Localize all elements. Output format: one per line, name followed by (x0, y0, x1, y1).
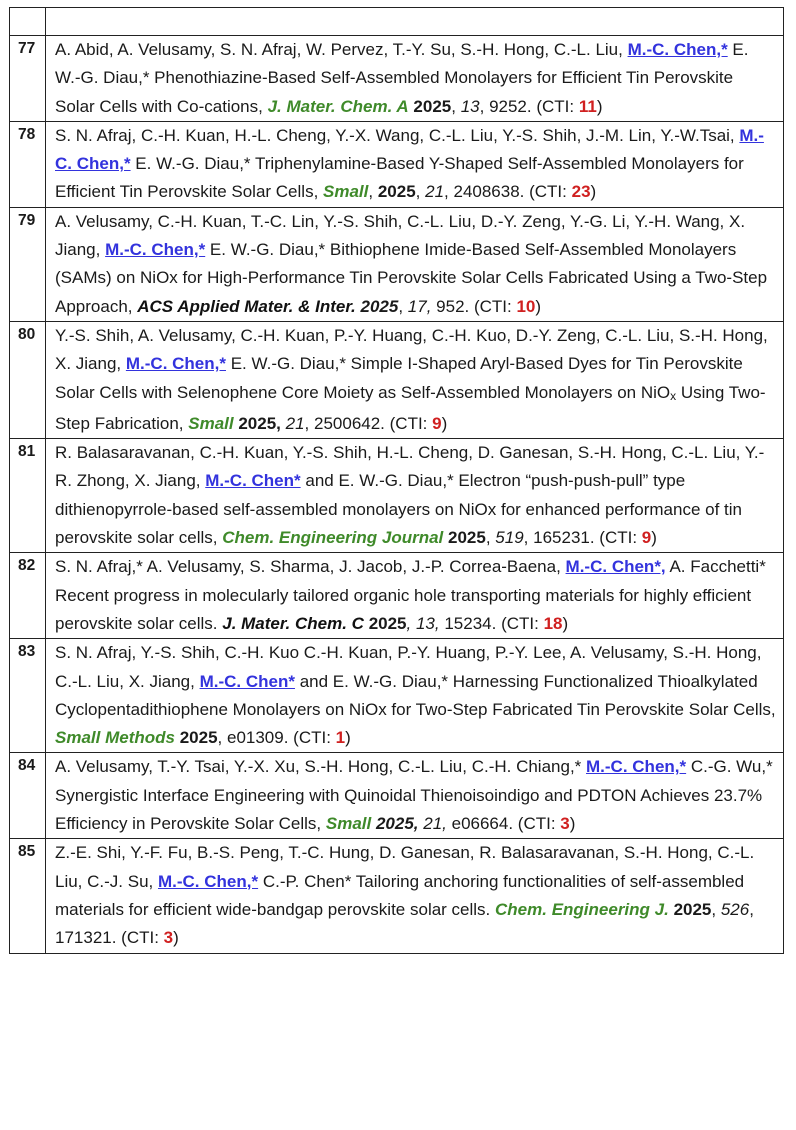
title: C.-P. Chen* Tailoring anchoring functionalities of self-assembled materials for efficient wide-bandgap perovskite solar cells. (55, 871, 745, 919)
entry-citation: Y.-S. Shih, A. Velusamy, C.-H. Kuan, P.-Y. Huang, C.-H. Kuo, D.-Y. Zeng, C.-L. Liu, S.-H. Hong, X. Jiang, M.-C. Chen,* E. W.-G. Diau,* Simple I-Shaped Aryl-Based Dyes for Tin Perovskite Solar Cells with Selenophene Core Moiety as Self-Assembled Monolayers on NiOx Using Two-Step Fabrication, Small 2025, 21, 2500642. (CTI: 9) (46, 321, 784, 438)
table-row (10, 753, 784, 839)
title: C.-G. Wu,* Synergistic Interface Engineering with Quinoidal Thienoisoindigo and PDTON Achieves 23.7% Efficiency in Perovskite Solar Cells, (55, 757, 773, 834)
close-paren: ) (569, 814, 576, 834)
table-row (10, 839, 784, 953)
authors: Y.-S. Shih, A. Velusamy, C.-H. Kuan, P.-Y. Huang, C.-H. Kuo, D.-Y. Zeng, C.-L. Liu, S.-H. Hong, X. Jiang, (55, 325, 768, 374)
entry-citation: R. Balasaravanan, C.-H. Kuan, Y.-S. Shih, H.-L. Cheng, D. Ganesan, S.-H. Hong, C.-L. Liu, Y.-R. Zhong, X. Jiang, M.-C. Chen* and E. W.-G. Diau,* Electron “push-push-pull” type dithienopyrrole-based self-assembled monolayers on NiOx for enhanced performance of tin perovskite solar cells, Chem. Engineering Journal 2025, 519, 165231. (CTI: 9) (46, 439, 784, 553)
volume: 21 (425, 182, 445, 202)
title: E. W.-G. Diau,* Bithiophene Imide-Based Self-Assembled Monolayers (SAMs) on NiOx for High-Performance Tin Perovskite Solar Cells Fabricated Using a Two-Step Approach, (55, 240, 768, 316)
author-link[interactable]: M.-C. Chen,* (125, 354, 226, 374)
year: 2025 (179, 728, 218, 748)
author-link[interactable]: M.-C. Chen,* (105, 240, 206, 260)
pages: 171321. (CTI: (55, 928, 164, 948)
cti-value: 3 (560, 814, 570, 834)
close-paren: ) (535, 296, 542, 316)
authors: R. Balasaravanan, C.-H. Kuan, Y.-S. Shih, H.-L. Cheng, D. Ganesan, S.-H. Hong, C.-L. Liu, Y.-R. Zhong, X. Jiang, (55, 443, 765, 491)
year: 2025, (238, 413, 281, 433)
cti-value: 10 (516, 296, 536, 316)
pages: 9252. (CTI: (489, 96, 579, 116)
title: E. W.-G. Diau,* Phenothiazine-Based Self-Assembled Monolayers for Efficient Tin Perovskite Solar Cells with Co-cations, (55, 40, 749, 116)
close-paren: ) (345, 728, 351, 748)
year: 2025, (375, 814, 419, 834)
author-link[interactable]: M.-C. Chen*, (565, 557, 666, 577)
entry-citation: S. N. Afraj,* A. Velusamy, S. Sharma, J. Jacob, J.-P. Correa-Baena, M.-C. Chen*, A. Facchetti* Recent progress in molecularly tailored organic hole transporting materials for highly efficient perovskite solar cells. J. Mater. Chem. C 2025, 13, 15234. (CTI: 18) (46, 553, 784, 639)
entry-citation: S. N. Afraj, C.-H. Kuan, H.-L. Cheng, Y.-X. Wang, C.-L. Liu, Y.-S. Shih, J.-M. Lin, Y.-W.Tsai, M.-C. Chen,* E. W.-G. Diau,* Triphenylamine-Based Y-Shaped Self-Assembled Monolayers for Efficient Tin Perovskite Solar Cells, Small, 2025, 21, 2408638. (CTI: 23) (46, 121, 784, 207)
author-link[interactable]: M.-C. Chen,* (55, 125, 764, 174)
title: E. W.-G. Diau,* Simple I-Shaped Aryl-Based Dyes for Tin Perovskite Solar Cells with Selenophene Core Moiety as Self-Assembled Monolayers on NiO (55, 354, 743, 402)
entry-number: 81 (10, 439, 46, 553)
journal-name: Small (323, 182, 369, 202)
cti-value: 1 (335, 728, 346, 748)
close-paren: ) (596, 96, 603, 116)
cti-value: 9 (641, 528, 652, 548)
author-link[interactable]: M.-C. Chen,* (627, 40, 728, 59)
volume: 526 (720, 899, 750, 919)
journal-name: Small (188, 413, 234, 433)
entry-number: 78 (10, 121, 46, 207)
entry-number: 83 (10, 639, 46, 753)
volume: 21 (285, 413, 305, 433)
journal-name: Small (325, 814, 372, 834)
title: and E. W.-G. Diau,* Harnessing Functionalized Thioalkylated Cyclopentadithiophene Monolayers on NiOx for Two-Step Fabricated Tin Perovskite Solar Cells, (55, 671, 776, 719)
title: and E. W.-G. Diau,* Electron “push-push-pull” type dithienopyrrole-based self-assembled monolayers on NiOx for enhanced performance of tin perovskite solar cells, (55, 471, 742, 548)
pages: 2500642. (CTI: (314, 413, 433, 433)
entry-citation: A. Velusamy, C.-H. Kuan, T.-C. Lin, Y.-S. Shih, C.-L. Liu, D.-Y. Zeng, Y.-G. Li, Y.-H. Wang, X. Jiang, M.-C. Chen,* E. W.-G. Diau,* Bithiophene Imide-Based Self-Assembled Monolayers (SAMs) on NiOx for High-Performance Tin Perovskite Solar Cells Fabricated Using a Two-Step Approach, ACS Applied Mater. & Inter. 2025, 17, 952. (CTI: 10) (46, 207, 784, 321)
author-link[interactable]: M.-C. Chen* (199, 671, 295, 691)
entry-number: 79 (10, 207, 46, 321)
pages: e01309. (CTI: (226, 728, 336, 748)
table-row (10, 439, 784, 553)
cti-value: 18 (543, 613, 563, 633)
pages: e06664. (CTI: (451, 814, 561, 834)
cti-value: 11 (578, 96, 597, 116)
authors: A. Abid, A. Velusamy, S. N. Afraj, W. Pervez, T.-Y. Su, S.-H. Hong, C.-L. Liu, (55, 40, 628, 59)
year: 2025 (673, 899, 712, 919)
journal-name: Small Methods (55, 728, 175, 748)
authors: S. N. Afraj, C.-H. Kuan, H.-L. Cheng, Y.-X. Wang, C.-L. Liu, Y.-S. Shih, J.-M. Lin, Y.-W.Tsai, (55, 125, 740, 145)
volume: 13, (415, 613, 440, 633)
pages: 15234. (CTI: (444, 613, 544, 633)
authors: A. Velusamy, C.-H. Kuan, T.-C. Lin, Y.-S. Shih, C.-L. Liu, D.-Y. Zeng, Y.-G. Li, Y.-H. Wang, X. Jiang, (55, 211, 746, 260)
authors: Z.-E. Shi, Y.-F. Fu, B.-S. Peng, T.-C. Hung, D. Ganesan, R. Balasaravanan, S.-H. Hong, C.-L. Liu, C.-J. Su, (55, 843, 755, 891)
year: 2025 (368, 613, 407, 633)
volume: 21, (423, 814, 447, 834)
close-paren: ) (590, 182, 597, 202)
cti-value: 23 (571, 182, 591, 202)
header-cell-text (46, 8, 784, 36)
title: A. Facchetti* Recent progress in molecularly tailored organic hole transporting materials for highly efficient perovskite solar cells. (55, 557, 766, 633)
authors: A. Velusamy, T.-Y. Tsai, Y.-X. Xu, S.-H. Hong, C.-L. Liu, C.-H. Chiang,* (55, 757, 587, 777)
entry-number: 85 (10, 839, 46, 953)
year: 2025 (360, 296, 399, 316)
entry-citation: S. N. Afraj, Y.-S. Shih, C.-H. Kuo C.-H. Kuan, P.-Y. Huang, P.-Y. Lee, A. Velusamy, S.-H. Hong, C.-L. Liu, X. Jiang, M.-C. Chen* and E. W.-G. Diau,* Harnessing Functionalized Thioalkylated Cyclopentadithiophene Monolayers on NiOx for Two-Step Fabricated Tin Perovskite Solar Cells, Small Methods 2025, e01309. (CTI: 1) (46, 639, 784, 753)
year: 2025 (377, 182, 416, 202)
entry-number: 77 (10, 36, 46, 122)
table-row (10, 321, 784, 438)
entry-number: 82 (10, 553, 46, 639)
year: 2025 (448, 528, 486, 548)
journal-name: Chem. Engineering J. (495, 899, 669, 919)
volume: 519 (495, 528, 524, 548)
cti-value: 9 (432, 413, 442, 433)
close-paren: ) (562, 613, 569, 633)
close-paren: ) (173, 928, 179, 948)
cti-value: 3 (163, 928, 174, 948)
author-link[interactable]: M.-C. Chen* (205, 471, 301, 491)
journal-name: Chem. Engineering Journal (222, 528, 444, 548)
title-cont: Using Two-Step Fabrication, (55, 382, 766, 433)
entry-number: 80 (10, 321, 46, 438)
journal-name: J. Mater. Chem. C (222, 613, 364, 633)
table-row (10, 121, 784, 207)
entry-citation: Z.-E. Shi, Y.-F. Fu, B.-S. Peng, T.-C. Hung, D. Ganesan, R. Balasaravanan, S.-H. Hong, C.-L. Liu, C.-J. Su, M.-C. Chen,* C.-P. Chen* Tailoring anchoring functionalities of self-assembled materials for efficient wide-bandgap perovskite solar cells. Chem. Engineering J. 2025, 526, 171321. (CTI: 3) (46, 839, 784, 953)
pages: 2408638. (CTI: (453, 182, 572, 202)
volume: 13 (460, 96, 480, 116)
volume: 17, (407, 296, 432, 316)
journal-name: J. Mater. Chem. A (267, 96, 409, 116)
authors: S. N. Afraj,* A. Velusamy, S. Sharma, J. Jacob, J.-P. Correa-Baena, (55, 557, 566, 577)
entry-number: 84 (10, 753, 46, 839)
title: E. W.-G. Diau,* Triphenylamine-Based Y-Shaped Self-Assembled Monolayers for Efficient Tin Perovskite Solar Cells, (55, 154, 744, 202)
pages: 952. (CTI: (436, 296, 517, 316)
journal-name: ACS Applied Mater. & Inter. (137, 296, 356, 316)
header-row (10, 8, 784, 36)
author-link[interactable]: M.-C. Chen,* (586, 757, 687, 777)
author-link[interactable]: M.-C. Chen,* (157, 871, 259, 891)
entry-citation (46, 753, 784, 839)
year: 2025 (413, 96, 452, 116)
table-row (10, 36, 784, 122)
subscript: x (670, 388, 677, 403)
publication-table (9, 7, 784, 954)
close-paren: ) (651, 528, 657, 548)
table-row (10, 207, 784, 321)
pages: 165231. (CTI: (533, 528, 642, 548)
entry-citation: A. Abid, A. Velusamy, S. N. Afraj, W. Pervez, T.-Y. Su, S.-H. Hong, C.-L. Liu, M.-C. Chen,* E. W.-G. Diau,* Phenothiazine-Based Self-Assembled Monolayers for Efficient Tin Perovskite Solar Cells with Co-cations, J. Mater. Chem. A 2025, 13, 9252. (CTI: 11) (46, 36, 784, 122)
table-row (10, 639, 784, 753)
authors: S. N. Afraj, Y.-S. Shih, C.-H. Kuo C.-H. Kuan, P.-Y. Huang, P.-Y. Lee, A. Velusamy, S.-H. Hong, C.-L. Liu, X. Jiang, (55, 643, 762, 691)
table-row (10, 553, 784, 639)
close-paren: ) (441, 413, 448, 433)
header-cell-number (10, 8, 46, 36)
